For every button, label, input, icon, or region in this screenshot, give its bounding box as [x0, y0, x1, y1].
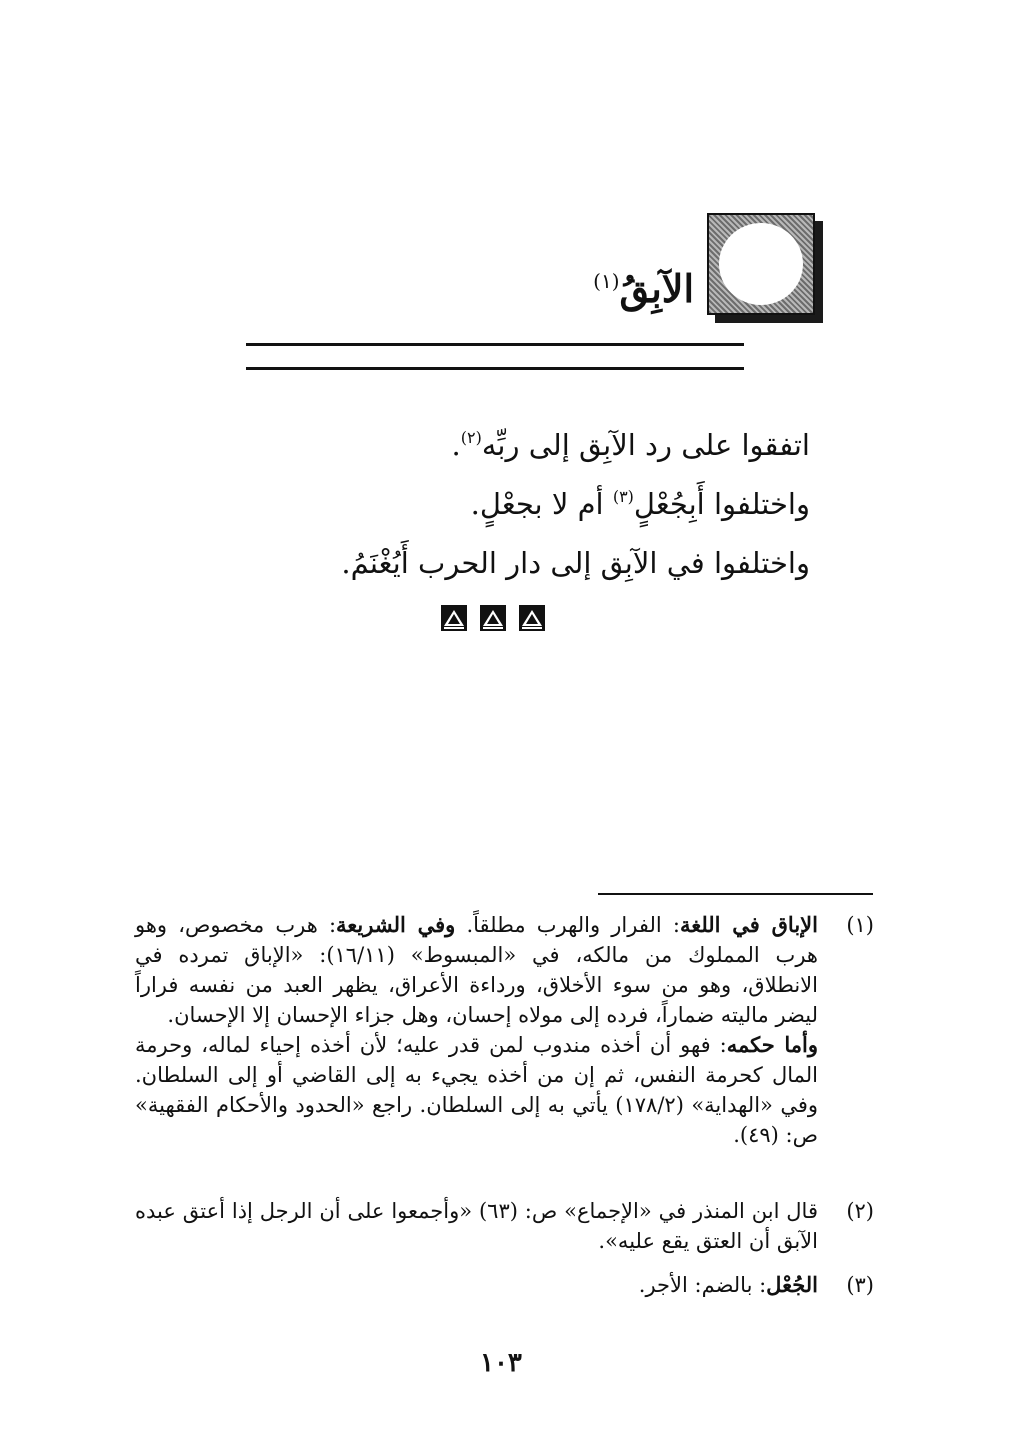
ornament-icon [440, 604, 468, 632]
footnote-text: الإباق في اللغة: الفرار والهرب مطلقاً. وفي الشريعة: هرب مخصوص، وهو هرب المملوك من مالكه، في «المبسوط» (١٦/١١): «الإباق تمرده في الانطلاق، وهو من سوء الأخلاق، ورداءة الأعراق، يظهر العبد من نفسه فراراً ليضر ماليته ضماراً، فرده إلى مولاه إحسان، وهل جزاء الإحسان إلا الإحسان. وأما حكمه: فهو أن أخذه مندوب لمن قدر عليه؛ لأن أخذه إحياء لماله، وحرمة المال كحرمة النفس، ثم إن من أخذه يجيء به إلى القاضي أو إلى السلطان. وفي «الهداية» (١٧٨/٢) يأتي به إلى السلطان. راجع «الحدود والأحكام الفقهية» ص: (٤٩). [135, 912, 818, 1147]
footnote-separator [598, 893, 873, 895]
body-line-2: واختلفوا أَبِجُعْلٍ$^{(٣)}$ أم لا بجعْلٍ. [470, 487, 810, 521]
ornament-icon [479, 604, 507, 632]
title-rule-bottom [246, 367, 744, 370]
footnote-text: قال ابن المنذر في «الإجماع» ص: (٦٣) «وأجمعوا على أن الرجل إذا أعتق عبده الآبق أن العتق يقع عليه». [135, 1199, 818, 1253]
footnote-2 [134, 1196, 874, 1260]
chapter-title [593, 266, 694, 311]
page-number: ١٠٣ [480, 1348, 522, 1378]
footnote-number: (١) [846, 913, 874, 937]
section-ornaments [440, 604, 565, 634]
chapter-title-text: الآبِقُ [619, 266, 694, 311]
footnote-ref-3: (٣) [612, 487, 634, 506]
footnote-text: الجُعْل: بالضم: الأجر. [638, 1272, 818, 1297]
footnote-ref-2: (٢) [460, 428, 482, 447]
footnote-number: (٣) [846, 1273, 874, 1297]
footnote-1 [134, 910, 874, 1190]
footnote-number: (٢) [846, 1199, 874, 1223]
chapter-emblem-icon [707, 213, 825, 325]
body-line-1: اتفقوا على رد الآبِق إلى ربِّه$^{(٢)}$. [451, 428, 810, 462]
footnote-3 [134, 1270, 874, 1302]
title-rule-top [246, 343, 744, 346]
body-line-3: واختلفوا في الآبِق إلى دار الحرب أَيُغْنَمُ. [341, 546, 810, 580]
ornament-icon [518, 604, 546, 632]
footnote-ref-1: (١) [593, 269, 620, 293]
